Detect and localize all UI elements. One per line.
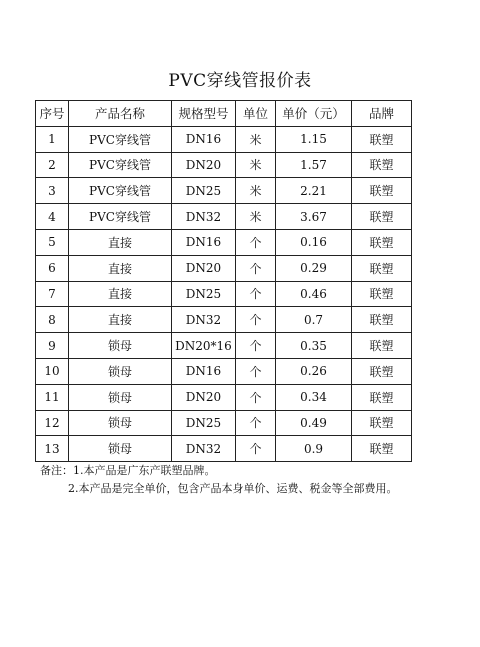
cell-unit: 个 — [236, 410, 276, 436]
cell-no: 12 — [36, 410, 69, 436]
cell-spec: DN16 — [172, 126, 236, 152]
note-line-2: 2.本产品是完全单价，包含产品本身单价、运费、税金等全部费用。 — [68, 482, 398, 495]
table-row — [36, 204, 412, 230]
cell-unit-price: 0.29 — [276, 255, 352, 281]
cell-unit: 个 — [236, 281, 276, 307]
cell-spec: DN32 — [172, 436, 236, 462]
cell-unit-price: 0.7 — [276, 307, 352, 333]
cell-brand: 联塑 — [352, 178, 412, 204]
table-row — [36, 307, 412, 333]
cell-spec: DN16 — [172, 229, 236, 255]
cell-unit: 个 — [236, 333, 276, 359]
cell-product-name: 直接 — [69, 281, 172, 307]
cell-no: 7 — [36, 281, 69, 307]
cell-unit-price: 2.21 — [276, 178, 352, 204]
cell-product-name: PVC穿线管 — [69, 204, 172, 230]
cell-no: 11 — [36, 384, 69, 410]
cell-unit: 个 — [236, 358, 276, 384]
cell-spec: DN16 — [172, 358, 236, 384]
cell-product-name: 直接 — [69, 229, 172, 255]
table-row — [36, 384, 412, 410]
price-table — [35, 100, 412, 462]
cell-product-name: 直接 — [69, 307, 172, 333]
cell-brand: 联塑 — [352, 255, 412, 281]
table-row — [36, 126, 412, 152]
table-row — [36, 281, 412, 307]
cell-product-name: PVC穿线管 — [69, 152, 172, 178]
cell-product-name: 锁母 — [69, 358, 172, 384]
cell-product-name: 锁母 — [69, 410, 172, 436]
cell-unit: 米 — [236, 178, 276, 204]
cell-product-name: 锁母 — [69, 333, 172, 359]
cell-brand: 联塑 — [352, 152, 412, 178]
table-row — [36, 333, 412, 359]
cell-unit-price: 0.46 — [276, 281, 352, 307]
cell-brand: 联塑 — [352, 436, 412, 462]
cell-brand: 联塑 — [352, 333, 412, 359]
cell-no: 8 — [36, 307, 69, 333]
header-unit-price: 单价（元） — [276, 101, 352, 127]
cell-no: 4 — [36, 204, 69, 230]
cell-unit: 个 — [236, 436, 276, 462]
table-row — [36, 152, 412, 178]
table-body — [36, 126, 412, 461]
cell-unit: 米 — [236, 126, 276, 152]
cell-unit-price: 0.34 — [276, 384, 352, 410]
header-brand: 品牌 — [352, 101, 412, 127]
cell-unit: 个 — [236, 307, 276, 333]
cell-brand: 联塑 — [352, 307, 412, 333]
cell-brand: 联塑 — [352, 281, 412, 307]
cell-no: 9 — [36, 333, 69, 359]
cell-product-name: PVC穿线管 — [69, 126, 172, 152]
cell-brand: 联塑 — [352, 126, 412, 152]
cell-unit-price: 3.67 — [276, 204, 352, 230]
cell-unit-price: 0.49 — [276, 410, 352, 436]
cell-product-name: 锁母 — [69, 436, 172, 462]
cell-spec: DN20 — [172, 255, 236, 281]
cell-unit-price: 0.35 — [276, 333, 352, 359]
cell-unit-price: 0.9 — [276, 436, 352, 462]
cell-brand: 联塑 — [352, 229, 412, 255]
cell-unit: 米 — [236, 152, 276, 178]
document-title: PVC穿线管报价表 — [168, 71, 312, 91]
header-product-name: 产品名称 — [69, 101, 172, 127]
table-row — [36, 410, 412, 436]
cell-unit: 个 — [236, 255, 276, 281]
cell-unit: 个 — [236, 384, 276, 410]
cell-no: 6 — [36, 255, 69, 281]
cell-spec: DN20 — [172, 152, 236, 178]
cell-no: 5 — [36, 229, 69, 255]
cell-brand: 联塑 — [352, 384, 412, 410]
cell-spec: DN25 — [172, 178, 236, 204]
header-unit: 单位 — [236, 101, 276, 127]
cell-brand: 联塑 — [352, 410, 412, 436]
header-no: 序号 — [36, 101, 69, 127]
cell-unit-price: 1.15 — [276, 126, 352, 152]
cell-no: 3 — [36, 178, 69, 204]
header-spec: 规格型号 — [172, 101, 236, 127]
cell-no: 1 — [36, 126, 69, 152]
cell-product-name: PVC穿线管 — [69, 178, 172, 204]
cell-no: 13 — [36, 436, 69, 462]
cell-product-name: 直接 — [69, 255, 172, 281]
table-row — [36, 229, 412, 255]
cell-unit: 米 — [236, 204, 276, 230]
cell-brand: 联塑 — [352, 204, 412, 230]
cell-spec: DN20*16 — [172, 333, 236, 359]
cell-unit-price: 1.57 — [276, 152, 352, 178]
cell-product-name: 锁母 — [69, 384, 172, 410]
cell-unit-price: 0.16 — [276, 229, 352, 255]
cell-spec: DN32 — [172, 204, 236, 230]
notes — [40, 462, 470, 498]
cell-spec: DN25 — [172, 410, 236, 436]
cell-unit-price: 0.26 — [276, 358, 352, 384]
cell-no: 10 — [36, 358, 69, 384]
table-row — [36, 436, 412, 462]
cell-spec: DN25 — [172, 281, 236, 307]
table-row — [36, 255, 412, 281]
cell-no: 2 — [36, 152, 69, 178]
cell-spec: DN20 — [172, 384, 236, 410]
cell-spec: DN32 — [172, 307, 236, 333]
table-row — [36, 358, 412, 384]
cell-unit: 个 — [236, 229, 276, 255]
table-row — [36, 178, 412, 204]
note-line-1: 备注：1.本产品是广东产联塑品牌。 — [40, 464, 216, 477]
table-header-row — [36, 101, 412, 127]
cell-brand: 联塑 — [352, 358, 412, 384]
